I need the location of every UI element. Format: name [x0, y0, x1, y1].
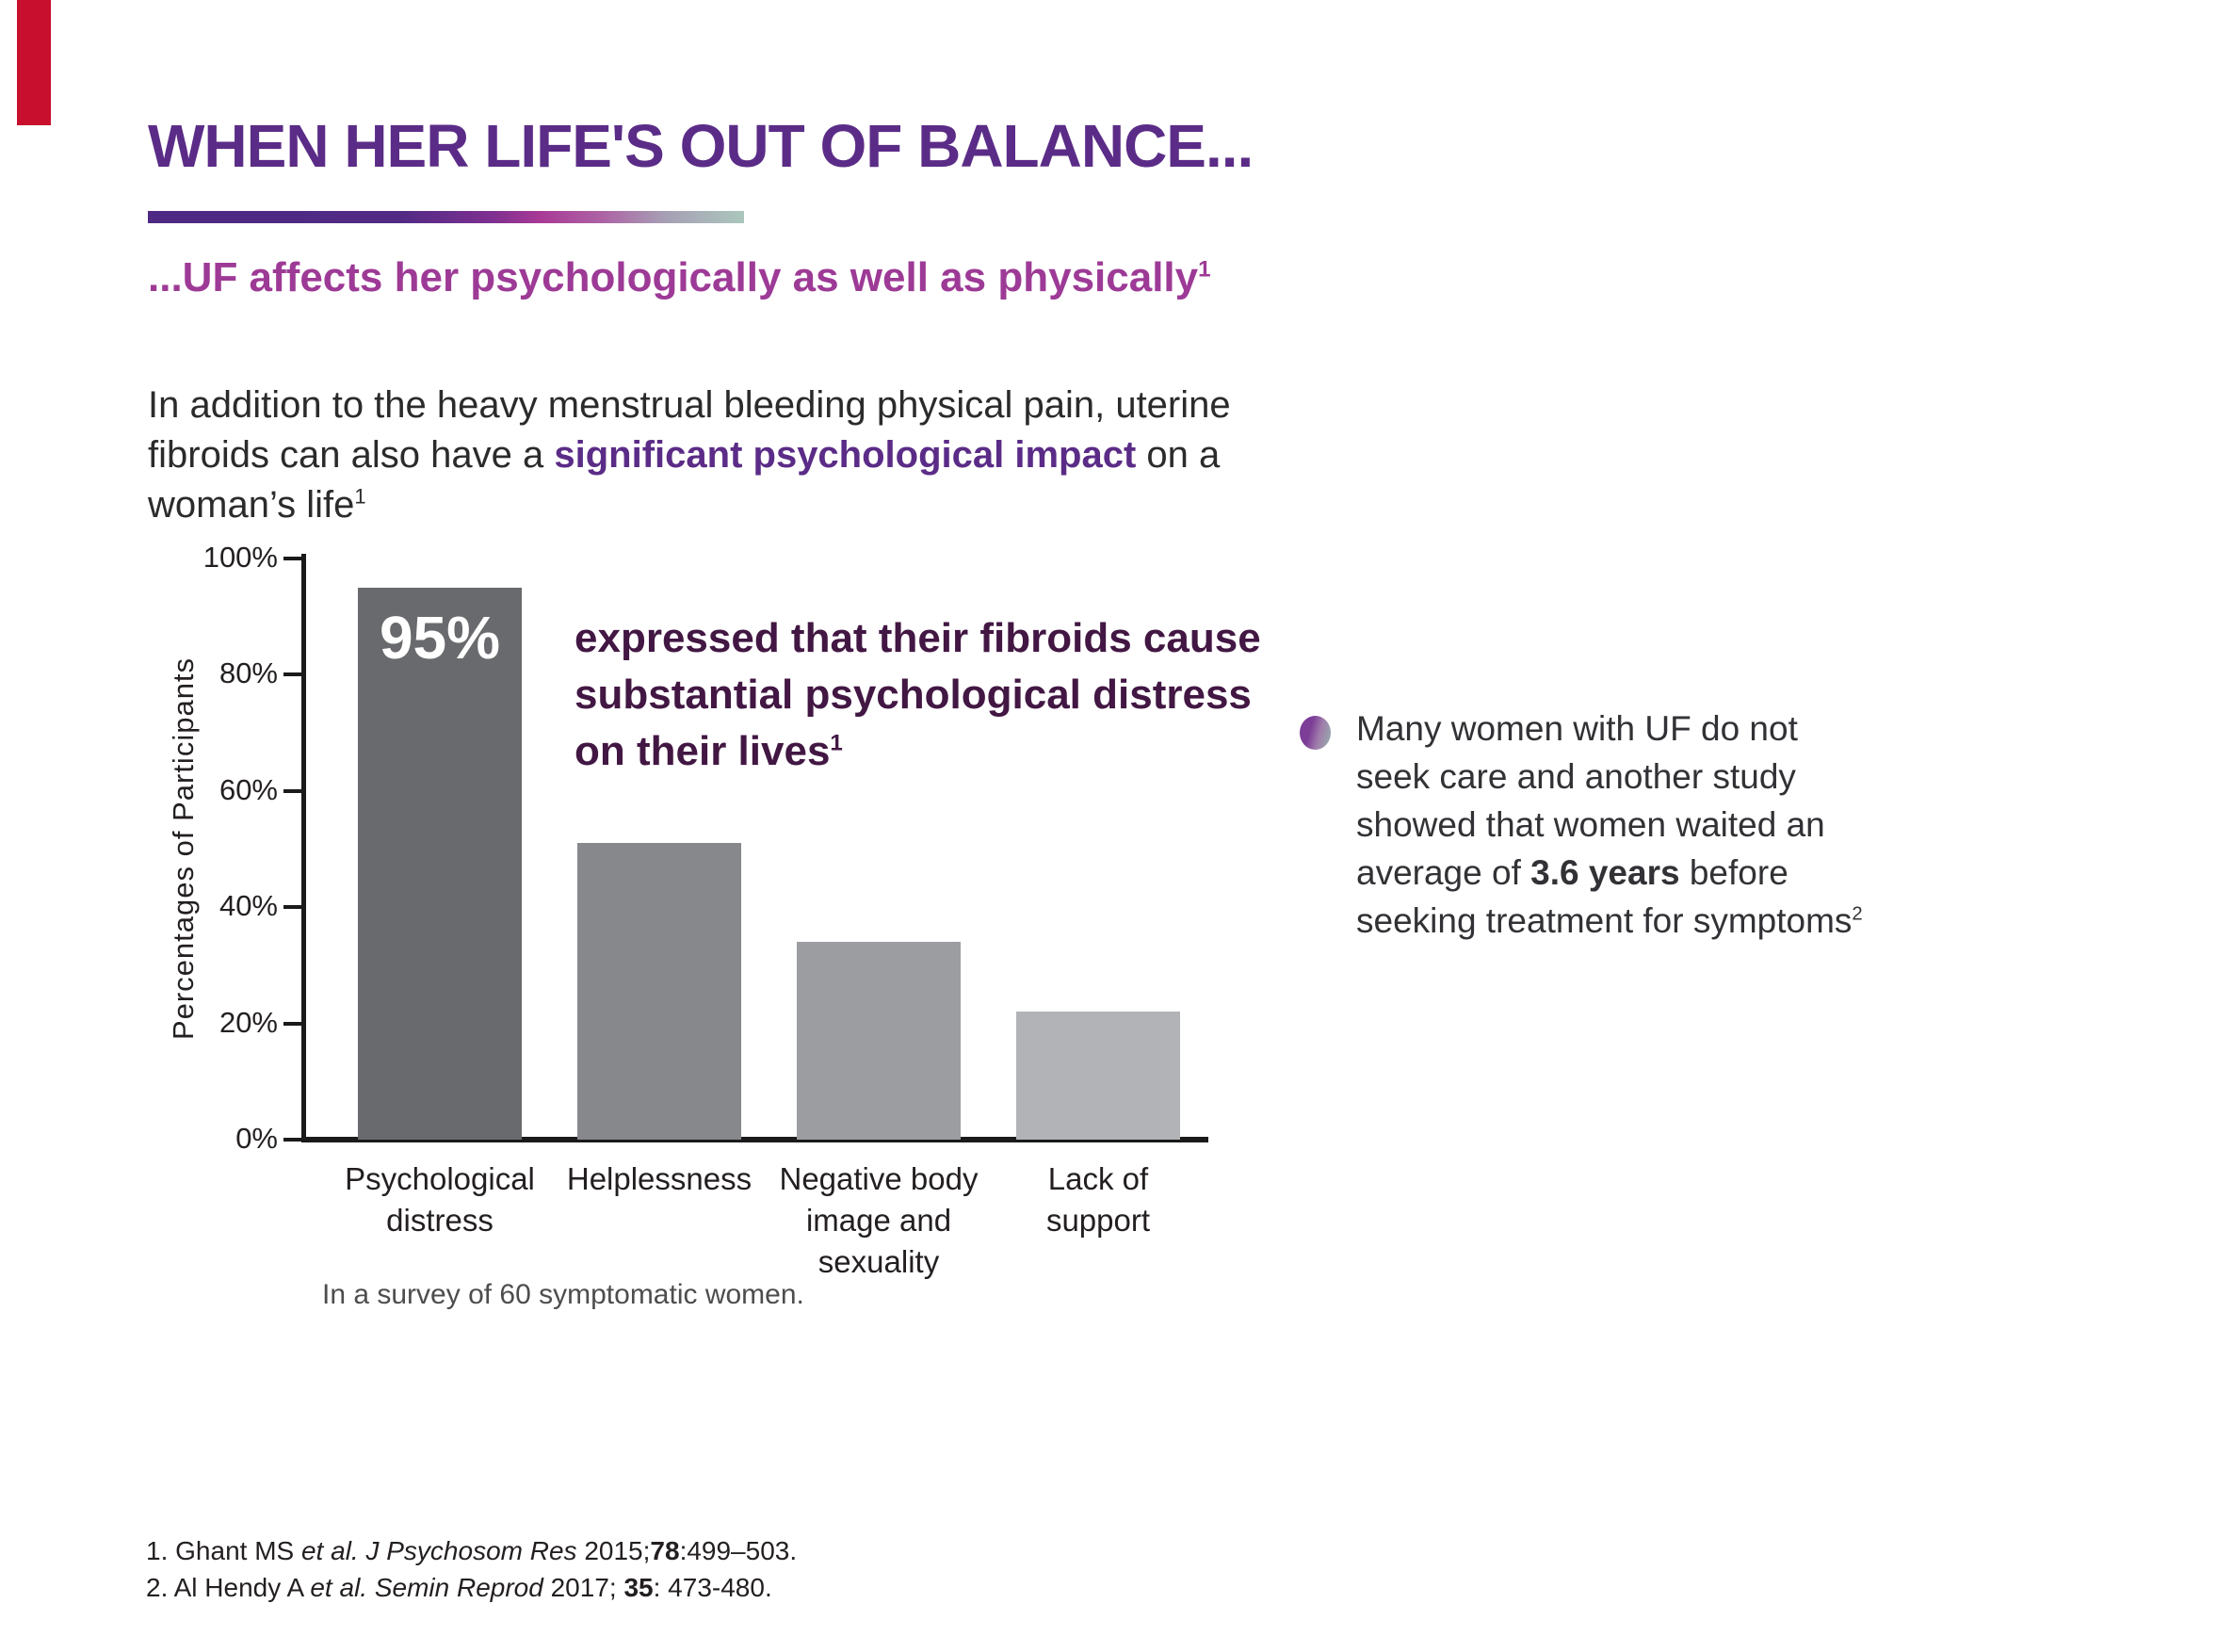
y-axis-line	[301, 554, 306, 1142]
annotation-line-1: expressed that their fibroids cause	[574, 615, 1261, 661]
y-tick-label: 80%	[218, 656, 278, 690]
chart-annotation	[574, 610, 1328, 780]
red-accent-bar	[17, 0, 51, 125]
ref2-journal: et al. Semin Reprod	[310, 1573, 543, 1602]
intro-highlight: significant psychological impact	[554, 434, 1137, 476]
intro-text-pre: In addition to the heavy menstrual bleeding physical pain, uterine fibroids can also have a	[148, 384, 1231, 476]
ref1-journal: et al. J Psychosom Res	[300, 1536, 577, 1565]
y-tick	[283, 672, 304, 676]
page-title: WHEN HER LIFE'S OUT OF BALANCE...	[148, 112, 1254, 180]
title-gradient-underline	[148, 211, 744, 223]
y-axis-label: Percentages of Participants	[167, 656, 200, 1041]
category-label-line: support	[1045, 1203, 1151, 1238]
ref2-num: 2.	[146, 1573, 174, 1602]
y-tick	[283, 905, 304, 909]
callout-post: before seeking treatment for symptoms	[1356, 853, 1853, 940]
ref1-volume: 78	[650, 1536, 680, 1565]
ref1-year: 2015;	[576, 1536, 651, 1565]
bar	[1016, 1012, 1180, 1140]
y-tick-label: 20%	[218, 1005, 278, 1039]
callout-superscript: 2	[1852, 903, 1863, 925]
intro-text-post: on a woman’s life	[148, 434, 1221, 526]
y-tick	[283, 557, 304, 560]
references	[146, 1532, 797, 1606]
subtitle-superscript: 1	[1198, 256, 1211, 283]
ref2-pages: : 473-480.	[653, 1573, 772, 1602]
annotation-line-2: substantial psychological distress	[574, 672, 1252, 718]
y-tick-label: 40%	[218, 889, 278, 923]
y-tick	[283, 789, 304, 793]
bar-value-label: 95%	[379, 604, 501, 672]
ref1-authors: Ghant MS	[175, 1536, 301, 1565]
annotation-line-3	[574, 723, 1328, 780]
category-label-line: Negative body	[779, 1161, 979, 1196]
ref2-authors: Al Hendy A	[173, 1573, 311, 1602]
y-tick-label: 100%	[202, 541, 278, 574]
subtitle-text: ...UF affects her psychologically as well as physically	[148, 254, 1199, 300]
intro-superscript: 1	[354, 484, 366, 509]
y-tick	[283, 1138, 304, 1142]
ref2-year: 2017;	[542, 1573, 624, 1602]
bullet-icon	[1300, 716, 1331, 750]
callout-pre: Many women with UF do not seek care and another study showed that women waited an average of	[1356, 709, 1825, 892]
y-tick-label: 0%	[235, 1122, 278, 1155]
intro-paragraph	[148, 381, 1240, 530]
ref1-pages: :499–503.	[679, 1536, 798, 1565]
category-label-line: distress	[386, 1203, 494, 1238]
category-label-line: Lack of	[1047, 1161, 1149, 1196]
chart-caption: In a survey of 60 symptomatic women.	[322, 1279, 804, 1310]
callout-text	[1356, 705, 1874, 945]
reference-line-1	[146, 1532, 797, 1569]
bar	[797, 942, 961, 1140]
category-label-line: Helplessness	[566, 1161, 752, 1196]
ref2-volume: 35	[623, 1573, 654, 1602]
annotation-superscript: 1	[830, 730, 843, 756]
subtitle	[148, 254, 1561, 301]
reference-line-2	[146, 1569, 797, 1606]
bar	[577, 843, 741, 1140]
annotation-line-3-text: on their lives	[574, 728, 831, 774]
y-tick	[283, 1022, 304, 1026]
y-tick-label: 60%	[218, 772, 278, 806]
category-label-line: sexuality	[817, 1244, 940, 1279]
callout-bold: 3.6 years	[1530, 853, 1680, 892]
ref1-num: 1.	[146, 1536, 176, 1565]
category-label	[966, 1158, 1230, 1241]
category-label-line: Psychological	[345, 1161, 535, 1196]
category-label-line: image and	[805, 1203, 952, 1238]
